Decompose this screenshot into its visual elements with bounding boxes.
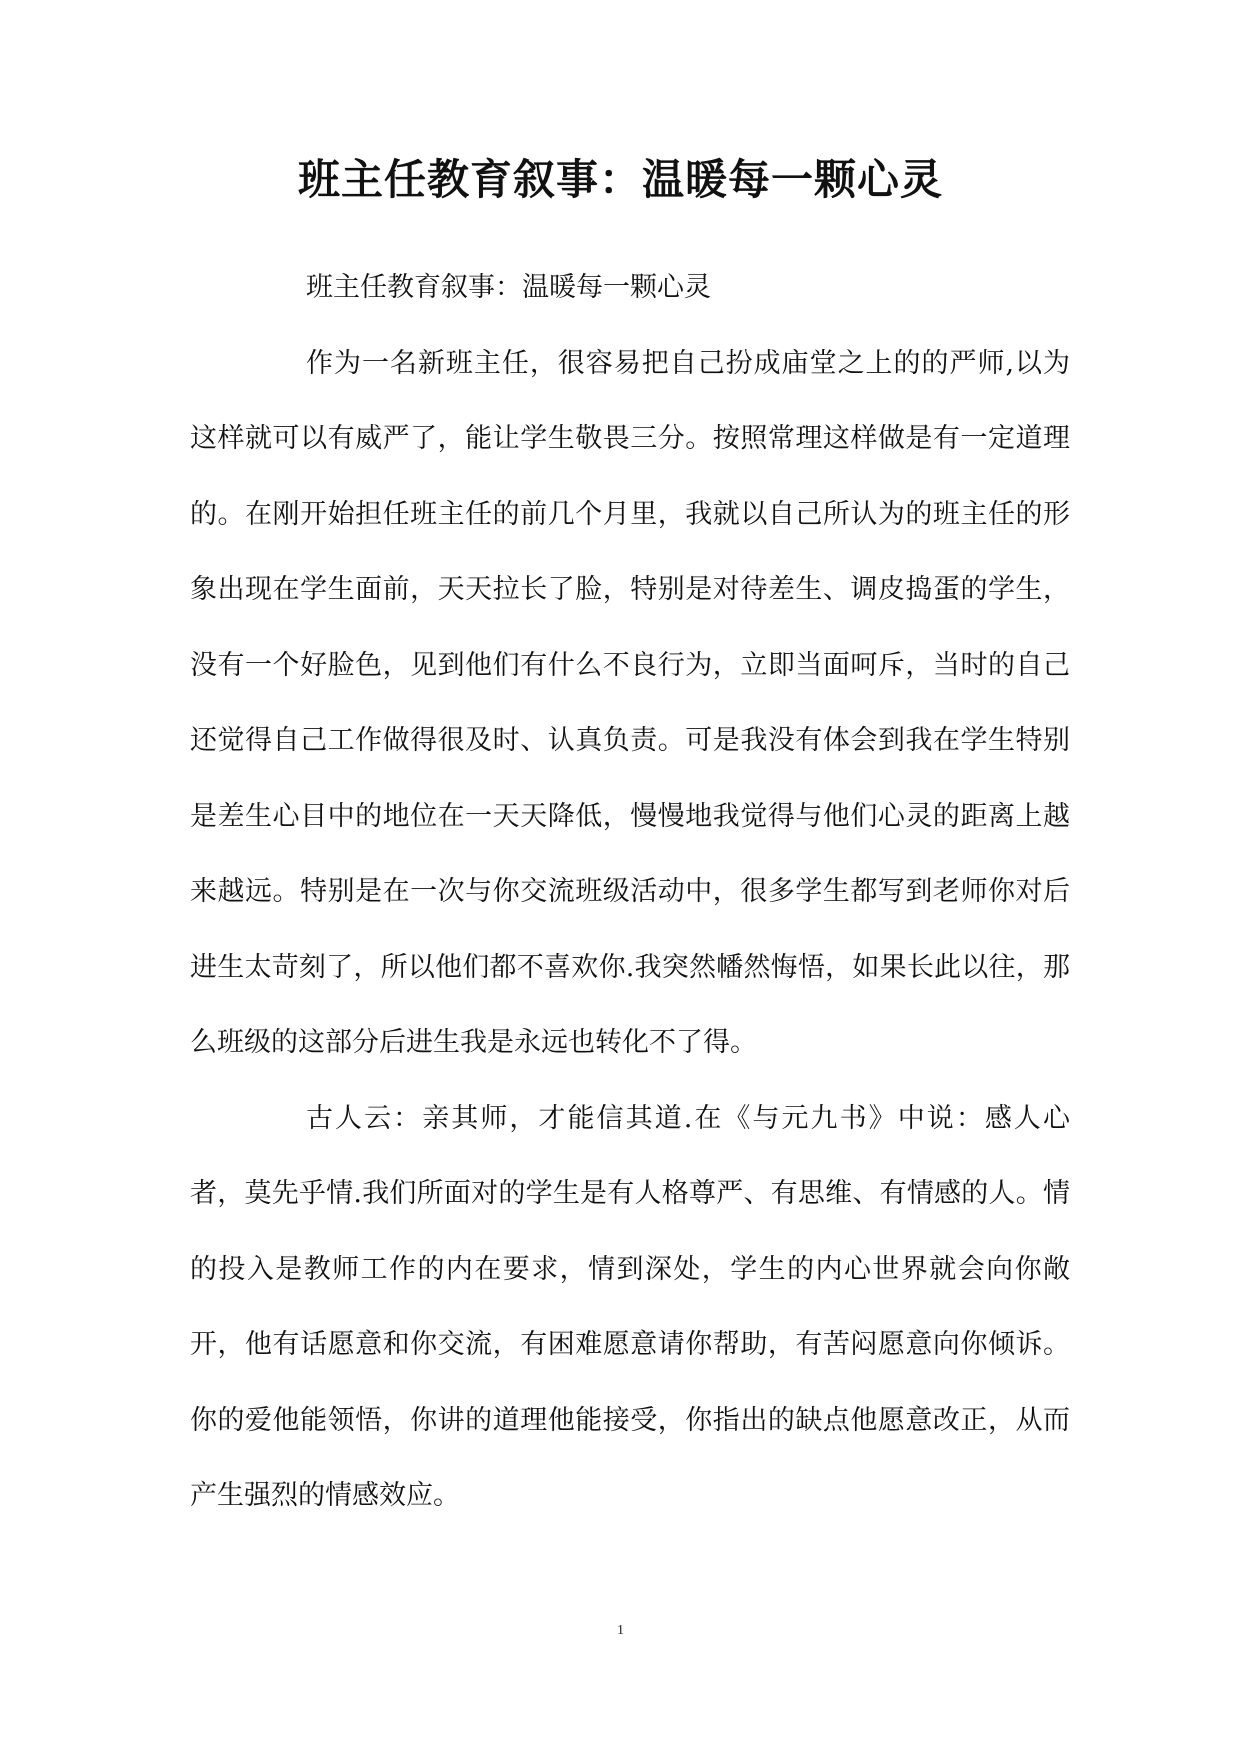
paragraph-1: 作为一名新班主任，很容易把自己扮成庙堂之上的的严师,以为这样就可以有威严了，能让学生敬畏三分。按照常理这样做是有一定道理的。在刚开始担任班主任的前几个月里，我就以自己所认为的班主任的形象出现在学生面前，天天拉长了脸，特别是对待差生、调皮捣蛋的学生，没有一个好脸色，见到他们有什么不良行为，立即当面呵斥，当时的自己还觉得自己工作做得很及时、认真负责。可是我没有体会到我在学生特别是差生心目中的地位在一天天降低，慢慢地我觉得与他们心灵的距离上越来越远。特别是在一次与你交流班级活动中，很多学生都写到老师你对后进生太苛刻了，所以他们都不喜欢你.我突然幡然悔悟，如果长此以往，那么班级的这部分后进生我是永远也转化不了得。 — [190, 347, 1070, 1058]
document-body — [190, 250, 1070, 1534]
page-number: 1 — [617, 1623, 624, 1638]
document-title: 班主任教育叙事：温暖每一颗心灵 — [297, 155, 943, 204]
paragraph-2: 古人云：亲其师，才能信其道.在《与元九书》中说：感人心者，莫先乎情.我们所面对的学生是有人格尊严、有思维、有情感的人。情的投入是教师工作的内在要求，情到深处，学生的内心世界就会向你敞开，他有话愿意和你交流，有困难愿意请你帮助，有苦闷愿意向你倾诉。你的爱他能领悟，你讲的道理他能接受，你指出的缺点他愿意改正，从而产生强烈的情感效应。 — [190, 1102, 1070, 1511]
paragraph-subtitle: 班主任教育叙事：温暖每一颗心灵 — [306, 272, 711, 303]
